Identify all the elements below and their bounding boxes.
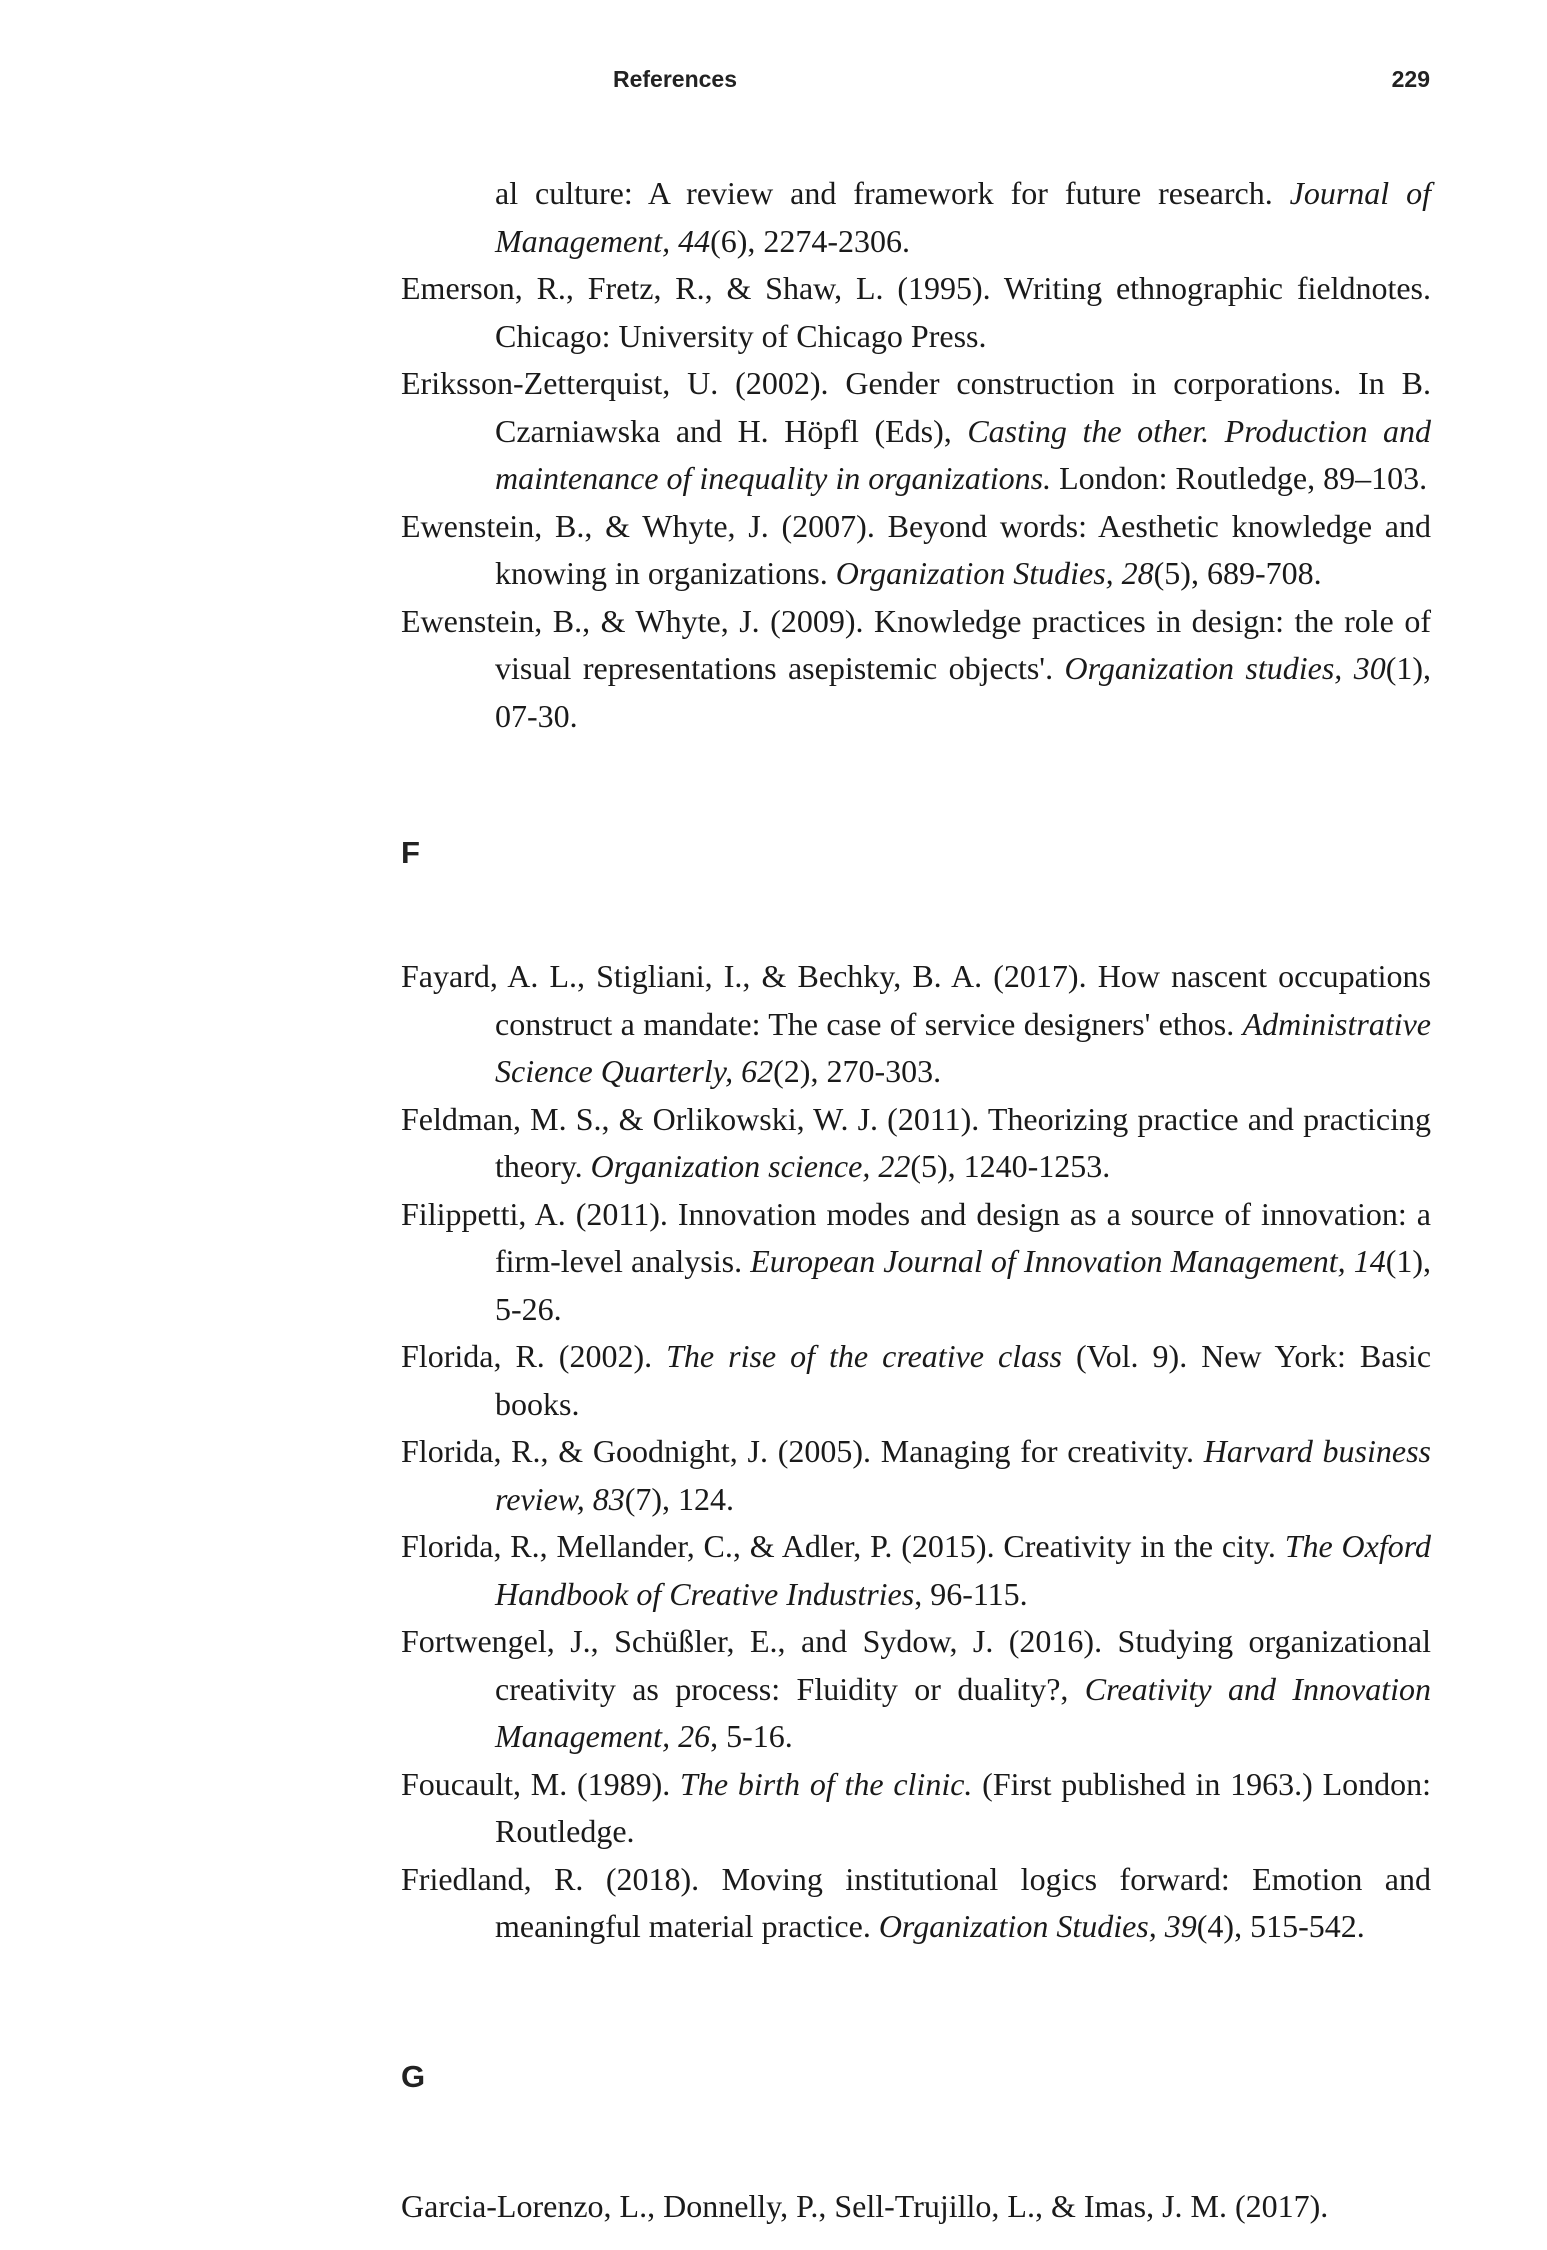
reference-entry (401, 1523, 1431, 1618)
reference-source-italic: Organization studies, 30 (1064, 650, 1386, 686)
reference-entry (401, 1191, 1431, 1334)
reference-text: Filippetti, A. (2011). Innovation modes and design as a source of innovation: a firm-level analysis. (401, 1195, 1431, 1279)
reference-source-italic: Creativity and Innovation Management, 26 (495, 1670, 1432, 1754)
reference-text: Foucault, M. (1989). (401, 1765, 681, 1802)
reference-entry (401, 598, 1431, 741)
reference-text: (4), 515-542. (1196, 1908, 1365, 1944)
reference-text: London: Routledge, 89–103. (1051, 460, 1428, 496)
reference-entry (401, 1856, 1431, 1951)
reference-group-g (401, 2183, 1431, 2231)
reference-source-italic: Casting the other. Production and maintenance of inequality in organizations. (495, 412, 1432, 496)
reference-text: Friedland, R. (2018). Moving institutional logics forward: Emotion and meaningful material practice. (401, 1860, 1431, 1944)
section-letter-g: G (401, 2058, 426, 2094)
reference-text: Emerson, R., Fretz, R., & Shaw, L. (1995). Writing ethnographic fieldnotes. Chicago: University of Chicago Press. (401, 270, 1431, 354)
reference-text: Florida, R. (2002). (401, 1338, 667, 1374)
reference-text: (6), 2274-2306. (710, 222, 911, 259)
reference-entry (401, 1618, 1431, 1761)
reference-entry (401, 1333, 1431, 1428)
reference-text: (5), 1240-1253. (910, 1148, 1111, 1184)
reference-entry (401, 503, 1431, 598)
reference-source-italic: Organization Studies, 28 (835, 555, 1154, 591)
reference-source-italic: The rise of the creative class (666, 1338, 1063, 1374)
reference-source-italic: Organization science, 22 (590, 1148, 911, 1184)
reference-text: (1), 07-30. (495, 650, 1432, 734)
reference-text: Ewenstein, B., & Whyte, J. (2009). Knowledge practices in design: the role of visual representations asepistemic objects'. (401, 602, 1431, 686)
running-title: References (613, 66, 738, 92)
reference-text: Florida, R., & Goodnight, J. (2005). Managing for creativity. (401, 1433, 1204, 1469)
reference-text: Garcia-Lorenzo, L., Donnelly, P., Sell-Trujillo, L., & Imas, J. M. (2017). (401, 2187, 1329, 2224)
reference-text: al culture: A review and framework for future research. (495, 175, 1290, 211)
reference-entry (401, 265, 1431, 360)
reference-list (401, 170, 1431, 2230)
reference-text: Feldman, M. S., & Orlikowski, W. J. (2011). Theorizing practice and practicing theory. (401, 1100, 1431, 1184)
reference-group-f (401, 953, 1431, 1951)
reference-text: , 96-115. (914, 1575, 1028, 1612)
reference-text: (2), 270-303. (773, 1053, 942, 1089)
page-header (613, 66, 1430, 93)
reference-source-italic: Administrative Science Quarterly, 62 (495, 1005, 1431, 1089)
reference-text: Eriksson-Zetterquist, U. (2002). Gender construction in corporations. In B. Czarniawska and H. Höpfl (Eds), (401, 365, 1431, 449)
reference-source-italic: The Oxford Handbook of Creative Industries (495, 1528, 1432, 1612)
reference-source-italic: The birth of the clinic. (680, 1765, 973, 1802)
reference-text: (First published in 1963.) London: Routledge. (495, 1765, 1431, 1849)
reference-source-italic: Organization Studies, 39 (878, 1908, 1197, 1944)
section-letter-f: F (401, 835, 420, 870)
reference-text: , 5-16. (710, 1718, 793, 1754)
reference-source-italic: Journal of Management, 44 (495, 175, 1431, 259)
reference-text: Fayard, A. L., Stigliani, I., & Bechky, B. A. (2017). How nascent occupations construct a mandate: The case of service designers' ethos. (401, 958, 1431, 1042)
reference-entry (401, 1428, 1431, 1523)
reference-entry (401, 1761, 1431, 1856)
reference-text: (7), 124. (624, 1480, 735, 1517)
reference-text: (Vol. 9). New York: Basic books. (495, 1338, 1432, 1422)
reference-text: (1), 5-26. (495, 1243, 1432, 1327)
reference-entry (401, 1096, 1431, 1191)
reference-text: Ewenstein, B., & Whyte, J. (2007). Beyond words: Aesthetic knowledge and knowing in organizations. (401, 507, 1431, 591)
page-number: 229 (1391, 66, 1430, 92)
reference-source-italic: European Journal of Innovation Management, 14 (750, 1243, 1386, 1279)
reference-text: Florida, R., Mellander, C., & Adler, P. (2015). Creativity in the city. (401, 1528, 1285, 1564)
reference-entry (401, 2183, 1431, 2231)
reference-entry (401, 953, 1431, 1096)
reference-group-e (401, 170, 1431, 740)
reference-entry (401, 170, 1431, 265)
reference-source-italic: Harvard business review, 83 (495, 1433, 1432, 1517)
reference-text: Fortwengel, J., Schüßler, E., and Sydow, J. (2016). Studying organizational creativity as process: Fluidity or duality?, (401, 1623, 1431, 1707)
reference-entry (401, 360, 1431, 503)
reference-text: (5), 689-708. (1153, 555, 1322, 591)
